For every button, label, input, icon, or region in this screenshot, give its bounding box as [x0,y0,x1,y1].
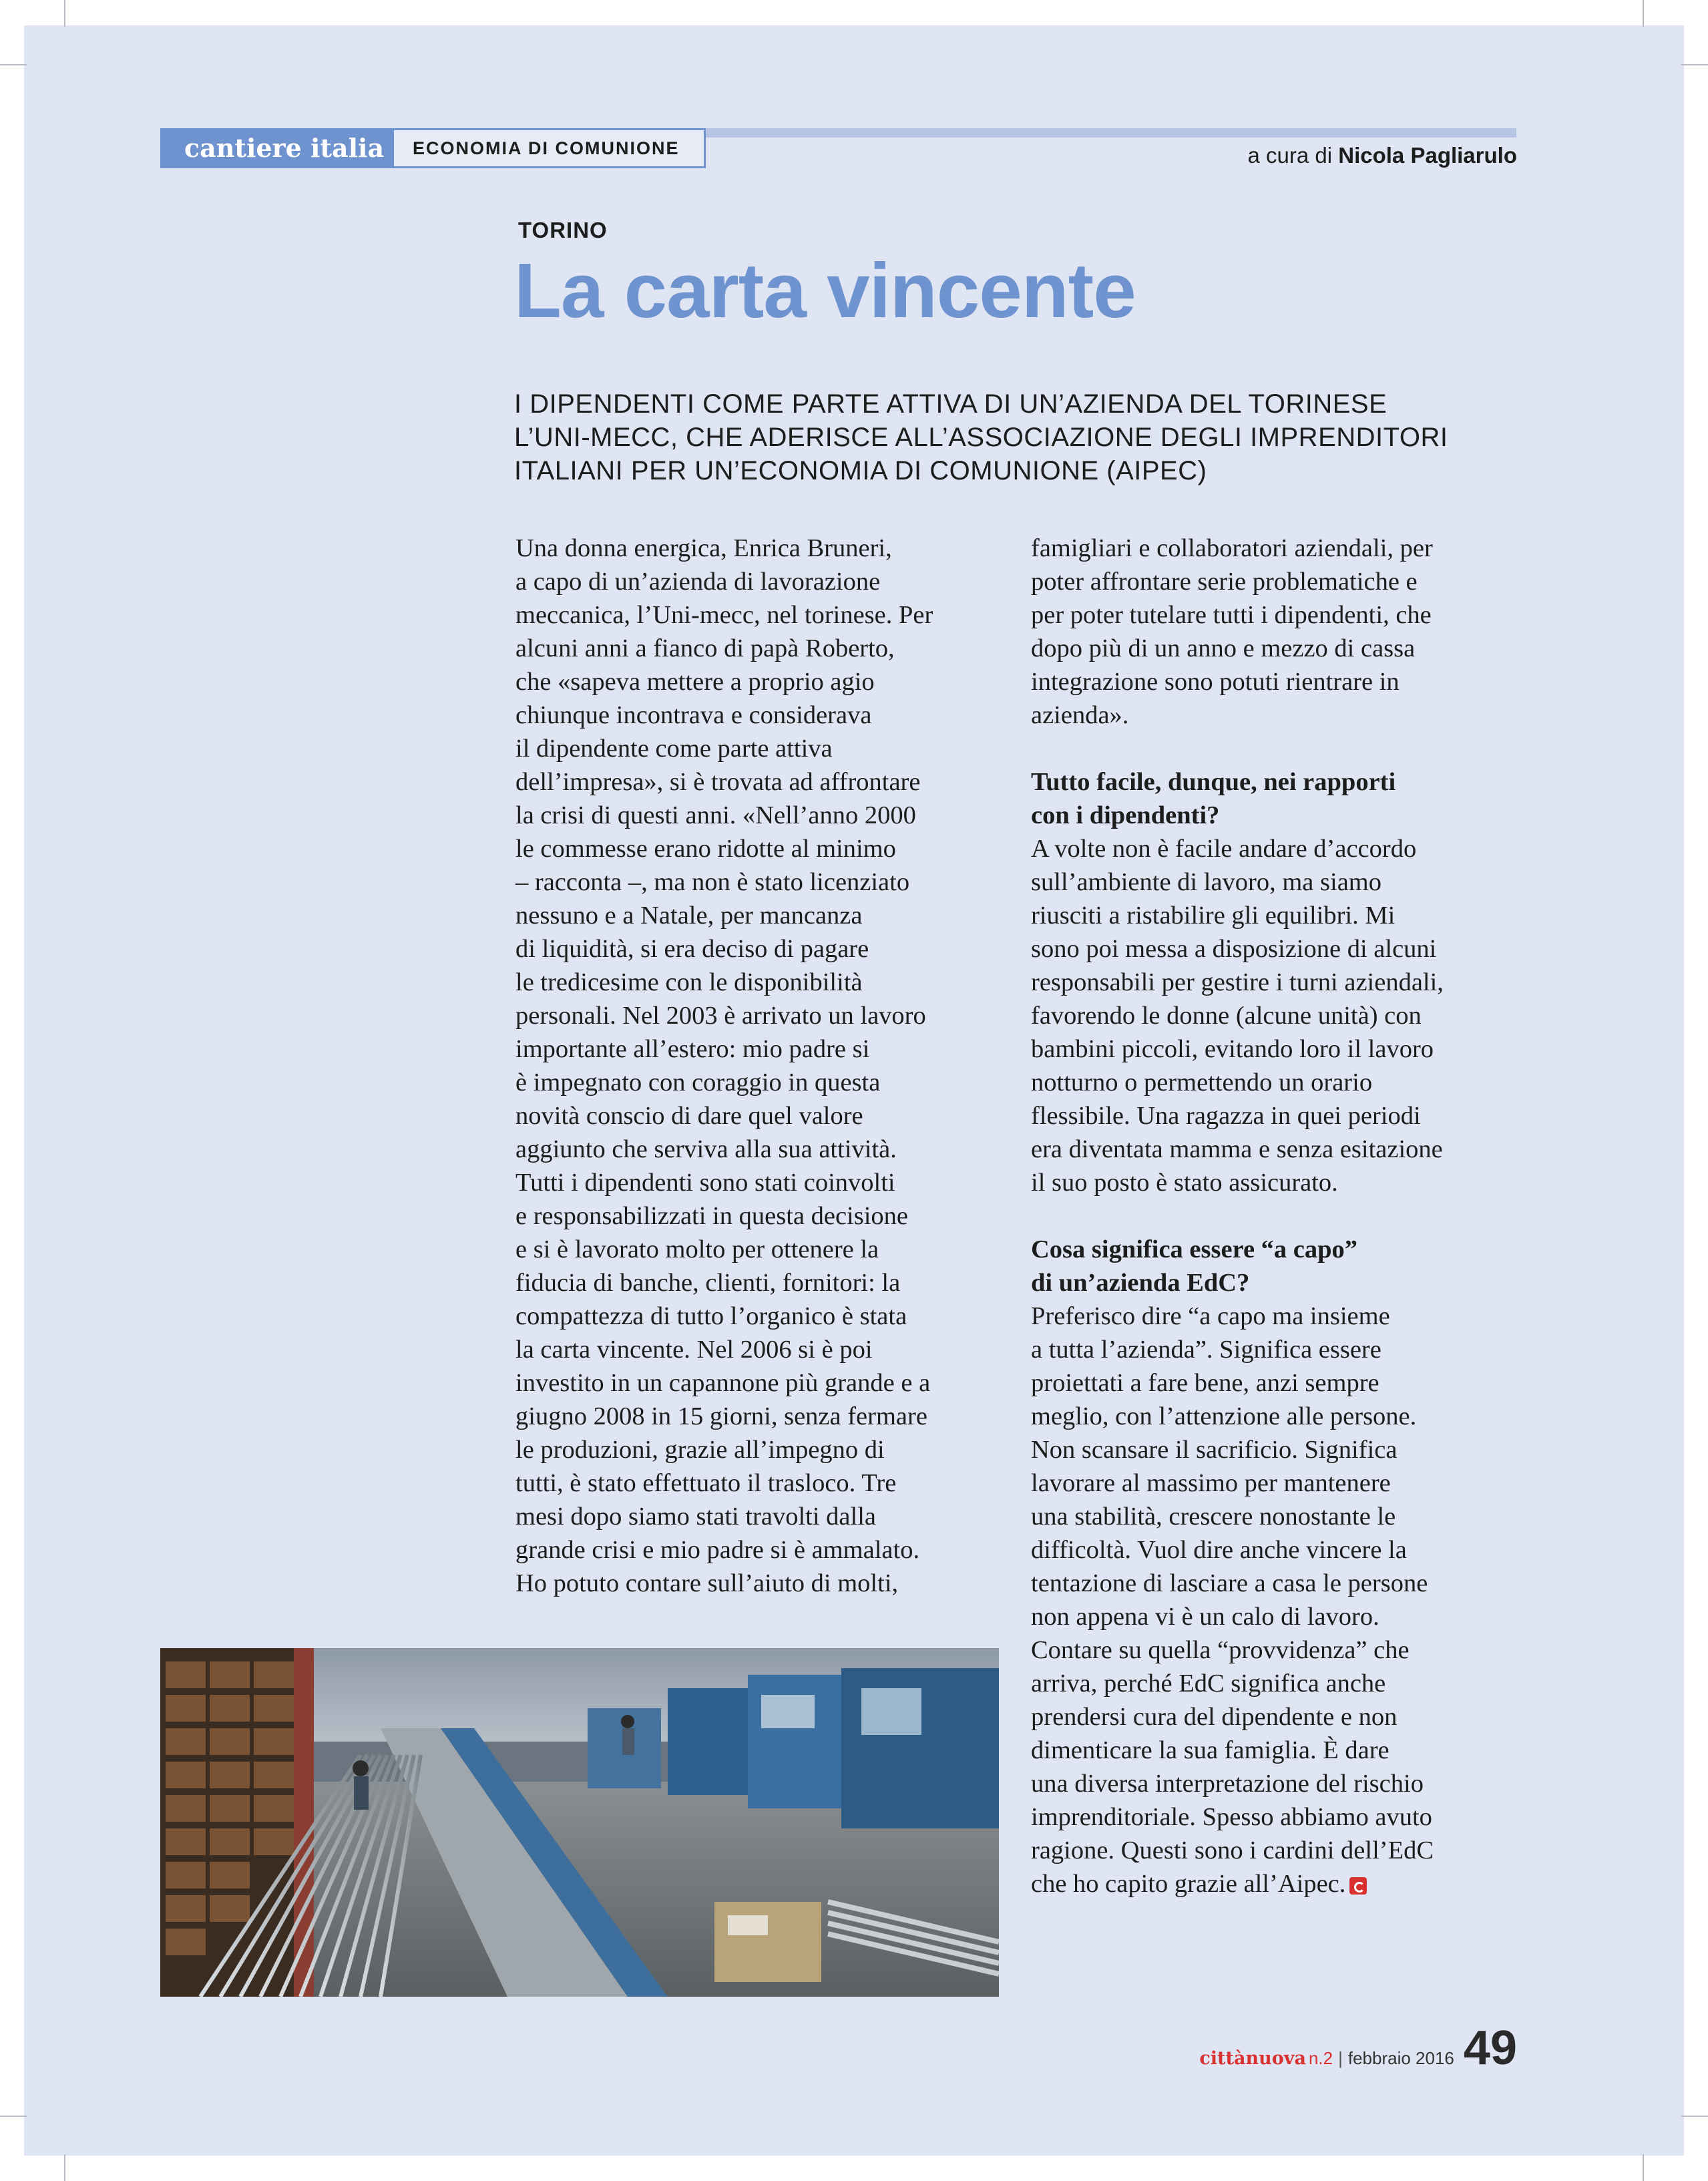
body-line: favorendo le donne (alcune unità) con [1031,1002,1422,1030]
body-line: integrazione sono potuti rientrare in [1031,668,1400,696]
issue-number: n.2 [1308,2048,1333,2068]
body-line: proiettati a fare bene, anzi sempre [1031,1369,1379,1397]
section-label: ECONOMIA DI COMUNIONE [392,128,706,168]
body-line: investito in un capannone più grande e a [515,1369,931,1397]
interview-question: di un’azienda EdC? [1031,1269,1250,1297]
article-title: La carta vincente [514,247,1136,334]
body-line: difficoltà. Vuol dire anche vincere la [1031,1536,1407,1564]
body-line: responsabili per gestire i turni aziendali, [1031,968,1444,996]
interview-question: Tutto facile, dunque, nei rapporti [1031,768,1396,796]
body-line: Preferisco dire “a capo ma insieme [1031,1302,1390,1330]
subtitle-line: L’UNI-MECC, CHE ADERISCE ALL’ASSOCIAZIONE DEGLI IMPRENDITORI [514,423,1448,452]
body-line: giugno 2008 in 15 giorni, senza fermare [515,1402,927,1430]
crop-mark [0,64,27,65]
body-line: alcuni anni a fianco di papà Roberto, [515,634,895,662]
rubric-label: cantiere italia [160,128,392,168]
footer-separator: | [1338,2048,1343,2068]
body-line: la carta vincente. Nel 2006 si è poi [515,1336,873,1364]
body-line: Tutti i dipendenti sono stati coinvolti [515,1169,895,1197]
body-line: meglio, con l’attenzione alle persone. [1031,1402,1417,1430]
body-line: e si è lavorato molto per ottenere la [515,1235,879,1263]
article-location: TORINO [518,218,608,242]
body-line: una diversa interpretazione del rischio [1031,1770,1424,1798]
crop-mark [1681,64,1708,65]
body-line: personali. Nel 2003 è arrivato un lavoro [515,1002,926,1030]
crop-mark [64,2154,65,2181]
issue-date: febbraio 2016 [1347,2048,1454,2068]
subtitle-line: I DIPENDENTI COME PARTE ATTIVA DI UN’AZIENDA DEL TORINESE [514,389,1387,419]
page-footer [1199,2021,1517,2075]
body-line: riusciti a ristabilire gli equilibri. Mi [1031,902,1396,930]
body-line: nessuno e a Natale, per mancanza [515,902,863,930]
body-line: era diventata mamma e senza esitazione [1031,1135,1443,1163]
interview-question: Cosa significa essere “a capo” [1031,1235,1358,1263]
body-line: il suo posto è stato assicurato. [1031,1169,1338,1197]
crop-mark [64,0,65,27]
body-line: per poter tutelare tutti i dipendenti, che [1031,601,1432,629]
crop-mark [1643,2154,1644,2181]
body-line: Non scansare il sacrificio. Significa [1031,1436,1398,1464]
article-column-left [515,532,1010,1600]
body-line: aggiunto che serviva alla sua attività. [515,1135,897,1163]
body-line: meccanica, l’Uni-mecc, nel torinese. Per [515,601,933,629]
body-line: famigliari e collaboratori aziendali, per [1031,534,1433,562]
article-subtitle [514,387,1482,487]
citta-nuova-logo-icon [1349,1877,1367,1895]
body-line: novità conscio di dare quel valore [515,1102,863,1130]
body-line: flessibile. Una ragazza in quei periodi [1031,1102,1421,1130]
header-rule [706,128,1516,138]
body-line: le commesse erano ridotte al minimo [515,835,896,863]
crop-mark [1681,2116,1708,2117]
body-line: ragione. Questi sono i cardini dell’EdC [1031,1836,1434,1864]
body-line: di liquidità, si era deciso di pagare [515,935,869,963]
body-line: poter affrontare serie problematiche e [1031,568,1418,596]
body-line: A volte non è facile andare d’accordo [1031,835,1417,863]
body-line: azienda». [1031,701,1129,729]
body-line: a tutta l’azienda”. Significa essere [1031,1336,1381,1364]
subtitle-line: ITALIANI PER UN’ECONOMIA DI COMUNIONE (AIPEC) [514,456,1207,485]
curator-credit [1248,143,1518,168]
interview-question: con i dipendenti? [1031,801,1220,829]
body-line: che «sapeva mettere a proprio agio [515,668,875,696]
body-line: Contare su quella “provvidenza” che [1031,1636,1410,1664]
body-line: – racconta –, ma non è stato licenziato [515,868,910,896]
body-line: Una donna energica, Enrica Bruneri, [515,534,892,562]
body-line: a capo di un’azienda di lavorazione [515,568,881,596]
body-line: tentazione di lasciare a casa le persone [1031,1569,1428,1597]
crop-mark [1643,0,1644,27]
body-line: mesi dopo siamo stati travolti dalla [515,1503,876,1531]
page-number: 49 [1463,2021,1517,2075]
magazine-name: cittànuova [1199,2048,1306,2069]
body-line: prendersi cura del dipendente e non [1031,1703,1398,1731]
body-line: tutti, è stato effettuato il trasloco. Tre [515,1469,897,1497]
body-line: dopo più di un anno e mezzo di cassa [1031,634,1416,662]
body-line-last [1031,1867,1525,1901]
body-line: una stabilità, crescere nonostante le [1031,1503,1396,1531]
body-line: Ho potuto contare sull’aiuto di molti, [515,1569,899,1597]
body-line: le produzioni, grazie all’impegno di [515,1436,885,1464]
body-line: fiducia di banche, clienti, fornitori: la [515,1269,901,1297]
body-line-text: che ho capito grazie all’Aipec. [1031,1870,1346,1898]
body-line: è impegnato con coraggio in questa [515,1068,881,1097]
crop-mark [0,2116,27,2117]
paragraph-gap [1031,1199,1525,1233]
article-column-right [1031,532,1525,1901]
body-line: compattezza di tutto l’organico è stata [515,1302,907,1330]
body-line: non appena vi è un calo di lavoro. [1031,1603,1379,1631]
body-line: arriva, perché EdC significa anche [1031,1669,1386,1698]
body-line: grande crisi e mio padre si è ammalato. [515,1536,920,1564]
body-line: sull’ambiente di lavoro, ma siamo [1031,868,1381,896]
body-line: sono poi messa a disposizione di alcuni [1031,935,1437,963]
curator-name: Nicola Pagliarulo [1338,143,1517,168]
factory-photo [160,1648,999,1997]
body-line: imprenditoriale. Spesso abbiamo avuto [1031,1803,1432,1831]
body-line: bambini piccoli, evitando loro il lavoro [1031,1035,1434,1063]
body-line: lavorare al massimo per mantenere [1031,1469,1391,1497]
paragraph-gap [1031,732,1525,765]
body-line: notturno o permettendo un orario [1031,1068,1373,1097]
body-line: la crisi di questi anni. «Nell’anno 2000 [515,801,916,829]
body-line: e responsabilizzati in questa decisione [515,1202,908,1230]
body-line: le tredicesime con le disponibilità [515,968,863,996]
body-line: dell’impresa», si è trovata ad affrontare [515,768,921,796]
body-line: chiunque incontrava e considerava [515,701,872,729]
curator-prefix: a cura di [1247,143,1333,168]
body-line: importante all’estero: mio padre si [515,1035,870,1063]
body-line: dimenticare la sua famiglia. È dare [1031,1736,1390,1764]
body-line: il dipendente come parte attiva [515,735,833,763]
